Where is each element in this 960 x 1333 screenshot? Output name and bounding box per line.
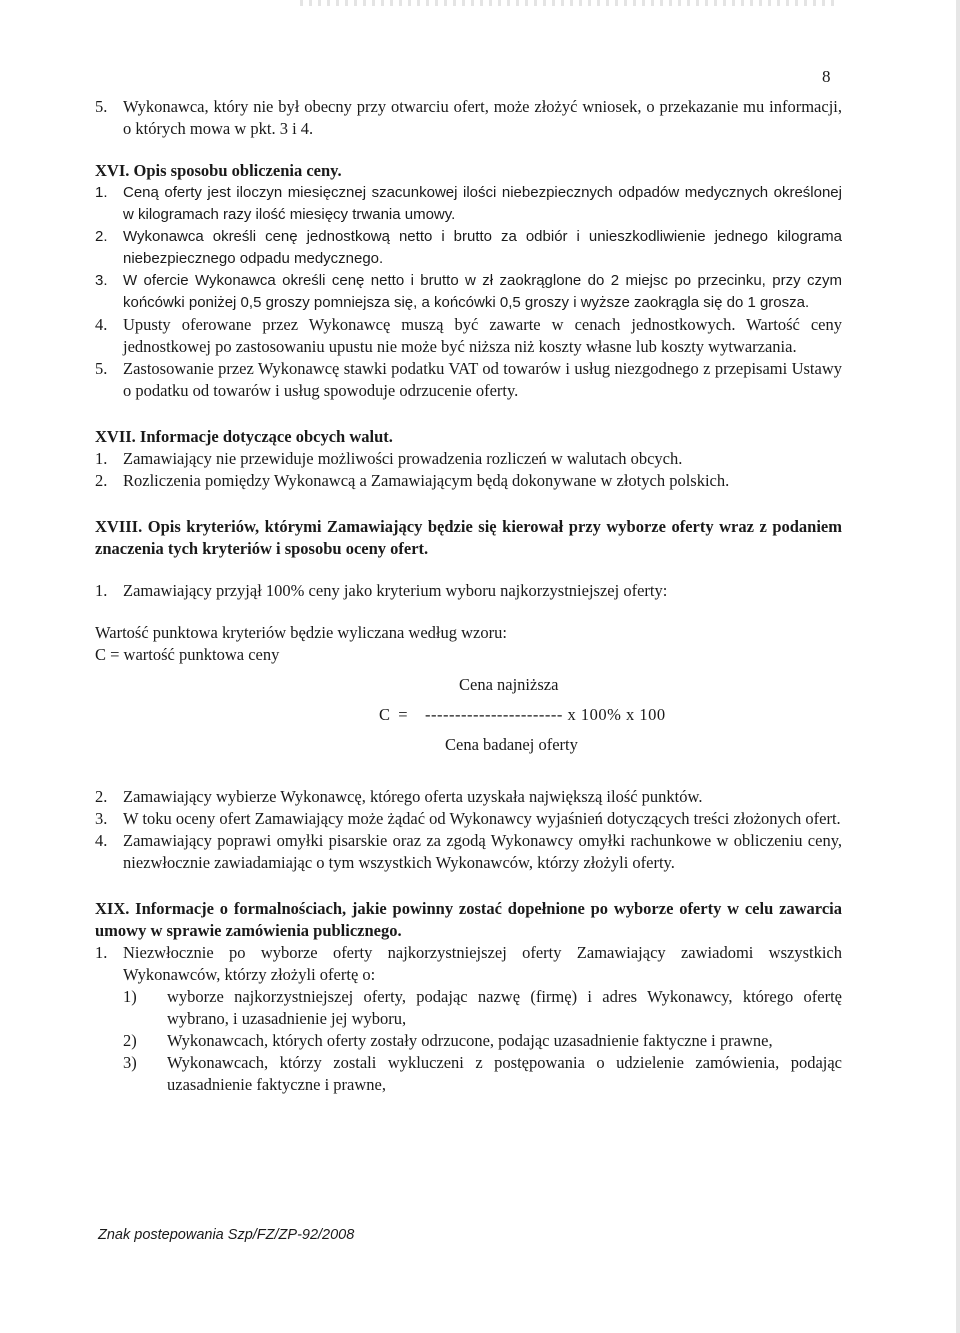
section-heading-xvii: XVII. Informacje dotyczące obcych walut. [95, 427, 393, 446]
item-number: 5. [95, 359, 108, 378]
list-item [95, 808, 842, 830]
item-text: Zamawiający wybierze Wykonawcę, którego oferta uzyskała największą ilość punktów. [123, 787, 703, 806]
section-xvi-list-serif [95, 314, 842, 402]
list-item [95, 786, 842, 808]
section-heading-xvi: XVI. Opis sposobu obliczenia ceny. [95, 161, 342, 180]
item-text: W toku oceny ofert Zamawiający może żądać od Wykonawcy wyjaśnień dotyczących treści złożonych ofert. [123, 809, 841, 828]
item-number: 1. [95, 184, 108, 201]
scan-artifact [300, 0, 840, 6]
list-item [95, 96, 842, 140]
item-number: 1. [95, 943, 108, 962]
item-text: Wykonawca określi cenę jednostkową netto i brutto za odbiór i unieszkodliwienie jednego kilograma niebezpiecznego odpadu medycznego. [123, 228, 842, 267]
list-item [95, 182, 842, 226]
list-item [95, 270, 842, 314]
formula-definition: C = wartość punktowa ceny [95, 645, 280, 664]
sub-item-number: 3) [123, 1053, 137, 1072]
section-heading-xviii: XVIII. Opis kryteriów, którymi Zamawiający będzie się kierował przy wyborze oferty wraz z podaniem znaczenia tych kryteriów i sposobu oceny ofert. [95, 517, 842, 558]
section-xvi-list [95, 182, 842, 314]
formula-lhs: C = [379, 705, 408, 724]
sub-item-text: wyborze najkorzystniejszej oferty, podając nazwę (firmę) i adres Wykonawcy, którego ofertę wybrano, i uzasadnienie jej wyboru, [167, 987, 842, 1028]
item-text: Zamawiający przyjął 100% ceny jako kryterium wyboru najkorzystniejszej oferty: [123, 581, 668, 600]
list-item [95, 942, 842, 986]
item-text: Zastosowanie przez Wykonawcę stawki podatku VAT od towarów i usług niezgodnego z przepisami Ustawy o podatku od towarów i usług spowoduje odrzucenie oferty. [123, 359, 842, 400]
item-number: 3. [95, 272, 108, 289]
list-item [95, 830, 842, 874]
formula-fraction-line: ----------------------- x 100% x 100 [425, 705, 666, 724]
sub-list-item [123, 1030, 842, 1052]
item-text: Ceną oferty jest iloczyn miesięcznej szacunkowej ilości niebezpiecznych odpadów medycznych określonej w kilogramach razy ilość miesięcy trwania umowy. [123, 184, 842, 223]
document-body [95, 96, 842, 1096]
item-number: 1. [95, 581, 108, 600]
footer-reference: Znak postepowania Szp/FZ/ZP-92/2008 [98, 1227, 355, 1243]
item-number: 5. [95, 97, 108, 116]
section-heading-xix: XIX. Informacje o formalnościach, jakie powinny zostać dopełnione po wyborze oferty w celu zawarcia umowy w sprawie zamówienia publicznego. [95, 899, 842, 940]
sub-item-number: 1) [123, 987, 137, 1006]
item-number: 4. [95, 315, 108, 334]
price-formula [95, 674, 842, 766]
item-number: 2. [95, 228, 108, 245]
item-number: 4. [95, 831, 108, 850]
list-item [95, 470, 842, 492]
sub-item-text: Wykonawcach, których oferty zostały odrzucone, podając uzasadnienie faktyczne i prawne, [167, 1031, 773, 1050]
item-text: W ofercie Wykonawca określi cenę netto i brutto w zł zaokrąglone do 2 miejsc po przecinku, przy czym końcówki poniżej 0,5 groszy pomniejsza się, a końcówki 0,5 groszy i wyższe zaokrągla się do 1 grosza. [123, 272, 842, 311]
item-text: Niezwłocznie po wyborze oferty najkorzystniejszej oferty Zamawiający zawiadomi wszystkich Wykonawców, którzy złożyli ofertę o: [123, 943, 842, 984]
scan-edge [956, 0, 960, 1333]
list-item [95, 314, 842, 358]
list-item [95, 580, 842, 602]
list-item [95, 448, 842, 470]
formula-numerator: Cena najniższa [459, 675, 559, 694]
item-text: Upusty oferowane przez Wykonawcę muszą być zawarte w cenach jednostkowych. Wartość ceny jednostkowej po zastosowaniu upustu nie może być niższa niż koszty własne lub koszty wytwarzania. [123, 315, 842, 356]
sub-item-number: 2) [123, 1031, 137, 1050]
item-number: 1. [95, 449, 108, 468]
item-text: Rozliczenia pomiędzy Wykonawcą a Zamawiającym będą dokonywane w złotych polskich. [123, 471, 730, 490]
list-item [95, 358, 842, 402]
item-number: 3. [95, 809, 108, 828]
sub-list-item [123, 1052, 842, 1096]
sub-list-item [123, 986, 842, 1030]
item-number: 2. [95, 787, 108, 806]
sub-item-text: Wykonawcach, którzy zostali wykluczeni z postępowania o udzielenie zamówienia, podając uzasadnienie faktyczne i prawne, [167, 1053, 842, 1094]
list-item [95, 226, 842, 270]
item-number: 2. [95, 471, 108, 490]
item-text: Zamawiający nie przewiduje możliwości prowadzenia rozliczeń w walutach obcych. [123, 449, 683, 468]
page-number: 8 [822, 67, 831, 86]
formula-intro: Wartość punktowa kryteriów będzie wyliczana według wzoru: [95, 623, 507, 642]
item-text: Zamawiający poprawi omyłki pisarskie oraz za zgodą Wykonawcy omyłki rachunkowe w obliczeniu ceny, niezwłocznie zawiadamiając o tym wszystkich Wykonawców, którzy złożyli oferty. [123, 831, 842, 872]
item-text: Wykonawca, który nie był obecny przy otwarciu ofert, może złożyć wniosek, o przekazanie mu informacji, o których mowa w pkt. 3 i 4. [123, 97, 842, 138]
formula-denominator: Cena badanej oferty [445, 735, 578, 754]
